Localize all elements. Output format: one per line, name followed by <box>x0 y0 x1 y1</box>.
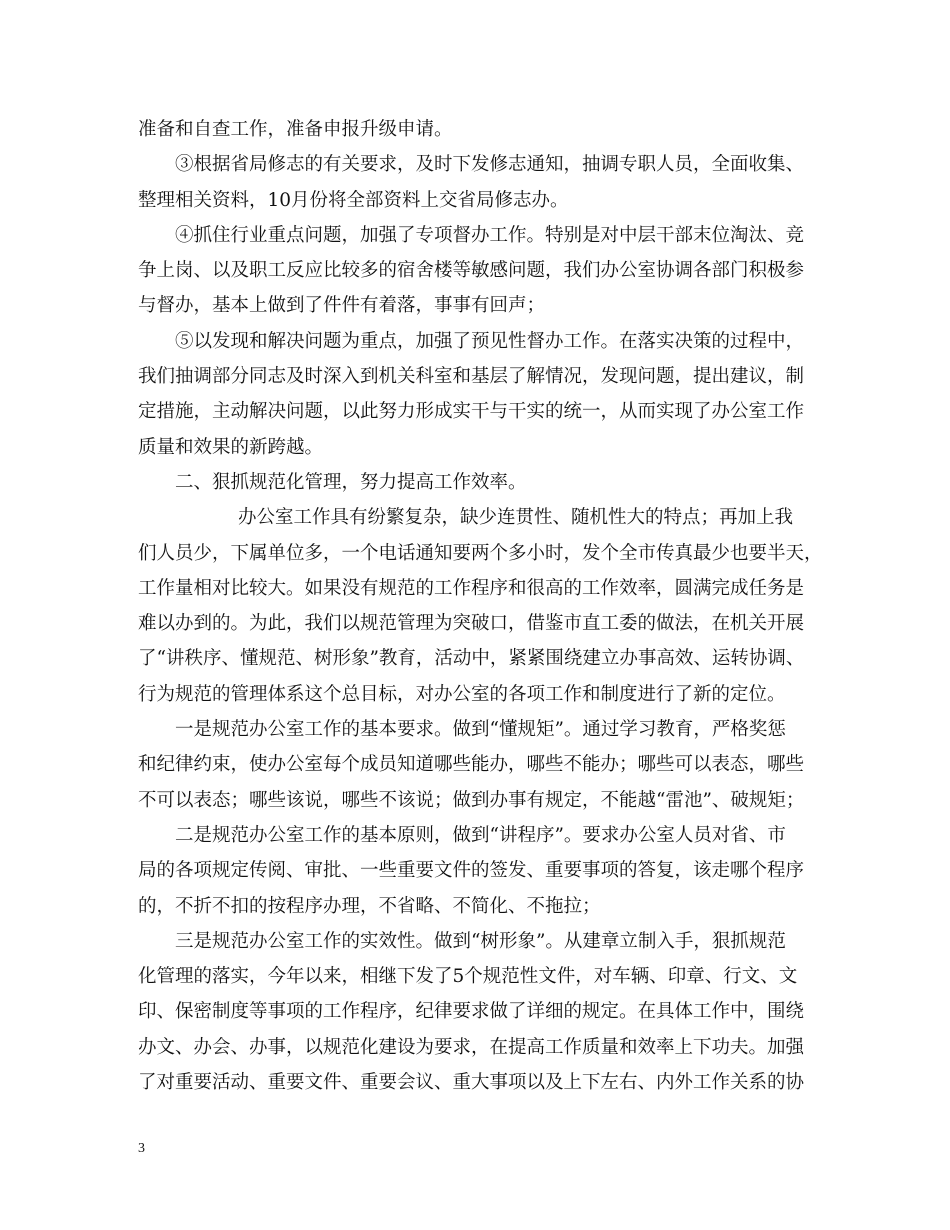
text-line: 二是规范办公室工作的基本原则，做到“讲程序”。要求办公室人员对省、市 <box>175 824 786 846</box>
text-line: 准备和自查工作，准备申报升级申请。 <box>138 119 453 140</box>
text-line: 定措施，主动解决问题，以此努力形成实干与干实的统一，从而实现了办公室工作 <box>138 401 805 423</box>
text-line: ④抓住行业重点问题，加强了专项督办工作。特别是对中层干部末位淘汰、竞 <box>175 224 805 246</box>
page-number: 3 <box>138 1141 145 1156</box>
text-line: 工作量相对比较大。如果没有规范的工作程序和很高的工作效率，圆满完成任务是 <box>138 577 805 599</box>
text-line: 局的各项规定传阅、审批、一些重要文件的签发、重要事项的答复，该走哪个程序 <box>138 860 805 882</box>
text-line: 与督办，基本上做到了件件有着落，事事有回声； <box>138 295 546 317</box>
text-line: 行为规范的管理体系这个总目标，对办公室的各项工作和制度进行了新的定位。 <box>138 683 786 705</box>
text-line: ⑤以发现和解决问题为重点，加强了预见性督办工作。在落实决策的过程中， <box>175 330 805 352</box>
text-line: 一是规范办公室工作的基本要求。做到“懂规矩”。通过学习教育，严格奖惩 <box>175 719 786 741</box>
text-line: 办文、办会、办事，以规范化建设为要求，在提高工作质量和效率上下功夫。加强 <box>138 1036 805 1058</box>
text-line: 难以办到的。为此，我们以规范管理为突破口，借鉴市直工委的做法，在机关开展 <box>138 613 805 635</box>
text-line: 不可以表态；哪些该说，哪些不该说；做到办事有规定，不能越“雷池”、破规矩； <box>138 789 805 811</box>
text-line: 和纪律约束，使办公室每个成员知道哪些能办，哪些不能办；哪些可以表态，哪些 <box>138 754 805 776</box>
text-line: 的，不折不扣的按程序办理，不省略、不简化、不拖拉； <box>138 895 601 917</box>
text-line: 们人员少，下属单位多，一个电话通知要两个多小时，发个全市传真最少也要半天， <box>138 542 823 564</box>
text-line: 印、保密制度等事项的工作程序，纪律要求做了详细的规定。在具体工作中，围绕 <box>138 1001 805 1023</box>
text-line: 争上岗、以及职工反应比较多的宿舍楼等敏感问题，我们办公室协调各部门积极参 <box>138 260 805 282</box>
text-line: ③根据省局修志的有关要求，及时下发修志通知，抽调专职人员，全面收集、 <box>175 154 805 176</box>
document-body <box>138 112 823 1100</box>
section-heading: 二、狠抓规范化管理，努力提高工作效率。 <box>175 471 527 493</box>
text-line: 办公室工作具有纷繁复杂，缺少连贯性、随机性大的特点；再加上我 <box>238 507 794 529</box>
text-line: 三是规范办公室工作的实效性。做到“树形象”。从建章立制入手，狠抓规范 <box>175 930 786 952</box>
text-line: 化管理的落实，今年以来，相继下发了5个规范性文件，对车辆、印章、行文、文 <box>138 966 798 988</box>
text-line: 我们抽调部分同志及时深入到机关科室和基层了解情况，发现问题，提出建议，制 <box>138 366 805 388</box>
text-line: 整理相关资料，10月份将全部资料上交省局修志办。 <box>138 189 569 211</box>
text-line: 了对重要活动、重要文件、重要会议、重大事项以及上下左右、内外工作关系的协 <box>138 1072 805 1094</box>
text-line: 质量和效果的新跨越。 <box>138 436 324 458</box>
text-line: 了“讲秩序、懂规范、树形象”教育，活动中，紧紧围绕建立办事高效、运转协调、 <box>138 648 805 670</box>
